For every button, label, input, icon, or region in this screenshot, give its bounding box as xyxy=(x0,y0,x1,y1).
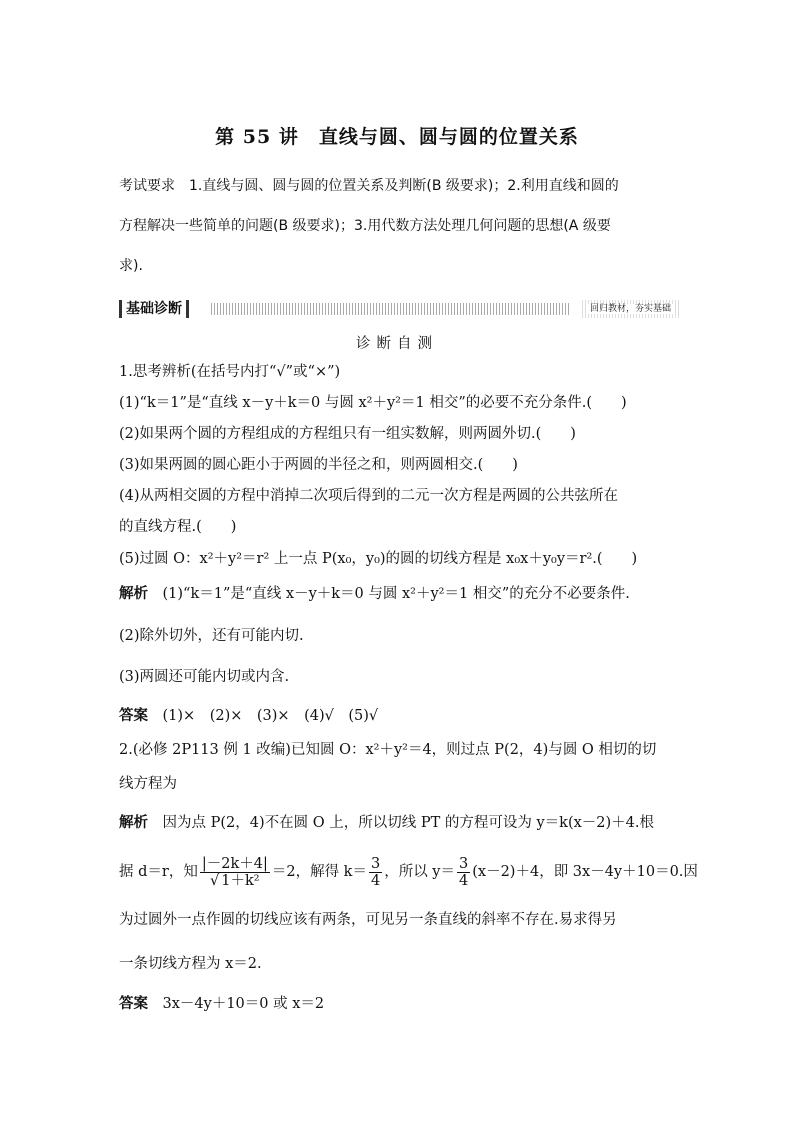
q2-analysis-1: 因为点 P(2，4)不在圆 O 上，所以切线 PT 的方程可设为 y＝k(x－2)＋4.根 xyxy=(162,815,655,831)
q1-item-5: (5)过圆 O：x²＋y²＝r² 上一点 P(x₀，y₀)的圆的切线方程是 x₀x＋y₀y＝r².( ) xyxy=(119,551,638,567)
q2-stem-b: 线方程为 xyxy=(119,776,177,792)
fraction-distance-numerator: |－2k＋4| xyxy=(201,855,268,872)
requirements-line-3: 求). xyxy=(119,258,143,274)
q2-answer-label: 答案 xyxy=(119,995,148,1012)
section-bar-tagline xyxy=(582,300,679,318)
q1-item-3: (3)如果两圆的圆心距小于两圆的半径之和，则两圆相交.( ) xyxy=(119,457,518,473)
q2-analysis-2-mid2: ，所以 y＝ xyxy=(384,864,456,880)
section-bar-tagline-text: 回归教材，夯实基础 xyxy=(589,304,671,314)
requirements-line-1: 考试要求 1.直线与圆、圆与圆的位置关系及判断(B 级要求)；2.利用直线和圆的 xyxy=(119,178,619,194)
sqrt-radicand: 1＋k² xyxy=(221,872,260,889)
requirements-line-2: 方程解决一些简单的问题(B 级要求)；3.用代数方法处理几何问题的思想(A 级要 xyxy=(119,218,611,234)
q1-stem: 1.思考辨析(在括号内打“√”或“×”) xyxy=(119,364,341,380)
fraction-slope xyxy=(457,856,470,889)
q2-answer-line xyxy=(119,994,679,1014)
q1-item-2: (2)如果两个圆的方程组成的方程组只有一组实数解，则两圆外切.( ) xyxy=(119,426,576,442)
q1-analysis-label: 解析 xyxy=(119,585,148,602)
q2-analysis-3: 为过圆外一点作圆的切线应该有两条，可见另一条直线的斜率不存在.易求得另 xyxy=(119,912,617,928)
q1-item-4a: (4)从两相交圆的方程中消掉二次项后得到的二元一次方程是两圆的公共弦所在 xyxy=(119,488,619,504)
q1-analysis-1: (1)“k＝1”是“直线 x－y＋k＝0 与圆 x²＋y²＝1 相交”的充分不必要条件. xyxy=(162,586,630,602)
q2-analysis-4: 一条切线方程为 x＝2. xyxy=(119,956,262,972)
q1-item-4b: 的直线方程.( ) xyxy=(119,519,237,535)
q1-analysis-line-1 xyxy=(119,584,679,604)
q2-stem-a: 2.(必修 2P113 例 1 改编)已知圆 O：x²＋y²＝4，则过点 P(2，4)与圆 O 相切的切 xyxy=(119,742,657,758)
q2-analysis-2-post: (x－2)＋4，即 3x－4y＋10＝0.因 xyxy=(472,864,698,880)
q1-answer-line xyxy=(119,706,679,726)
fraction-k-numerator: 3 xyxy=(370,855,381,872)
fraction-slope-denominator: 4 xyxy=(459,872,469,889)
q2-analysis-label: 解析 xyxy=(119,814,148,831)
section-bar-hatch xyxy=(211,303,569,315)
q2-analysis-line-2 xyxy=(119,852,698,892)
page-title: 第 55 讲 直线与圆、圆与圆的位置关系 xyxy=(215,126,579,148)
q1-analysis-2: (2)除外切外，还有可能内切. xyxy=(119,628,304,644)
section-bar xyxy=(119,300,679,318)
q1-answer-label: 答案 xyxy=(119,707,148,724)
section-bar-label: 基础诊断 xyxy=(119,300,189,318)
fraction-distance xyxy=(200,856,270,889)
fraction-k-denominator: 4 xyxy=(370,872,381,889)
subheading: 诊断自测 xyxy=(356,336,438,352)
fraction-slope-numerator: 3 xyxy=(459,855,469,872)
fraction-distance-denominator: √ 1＋k² xyxy=(210,872,260,889)
q2-stem-b-line xyxy=(119,774,679,794)
q1-analysis-3: (3)两圆还可能内切或内含. xyxy=(119,669,290,685)
q2-analysis-2-pre: 据 d＝r，知 xyxy=(119,864,198,880)
q2-analysis-2-mid: ＝2，解得 k＝ xyxy=(271,864,367,880)
q2-analysis-line-1 xyxy=(119,813,679,833)
fraction-k xyxy=(369,856,382,889)
q2-answer: 3x－4y＋10＝0 或 x＝2 xyxy=(162,996,325,1012)
q1-item-1: (1)“k＝1”是“直线 x－y＋k＝0 与圆 x²＋y²＝1 相交”的必要不充分条件.( ) xyxy=(119,395,627,411)
q1-answer: (1)× (2)× (3)× (4)√ (5)√ xyxy=(162,708,379,724)
